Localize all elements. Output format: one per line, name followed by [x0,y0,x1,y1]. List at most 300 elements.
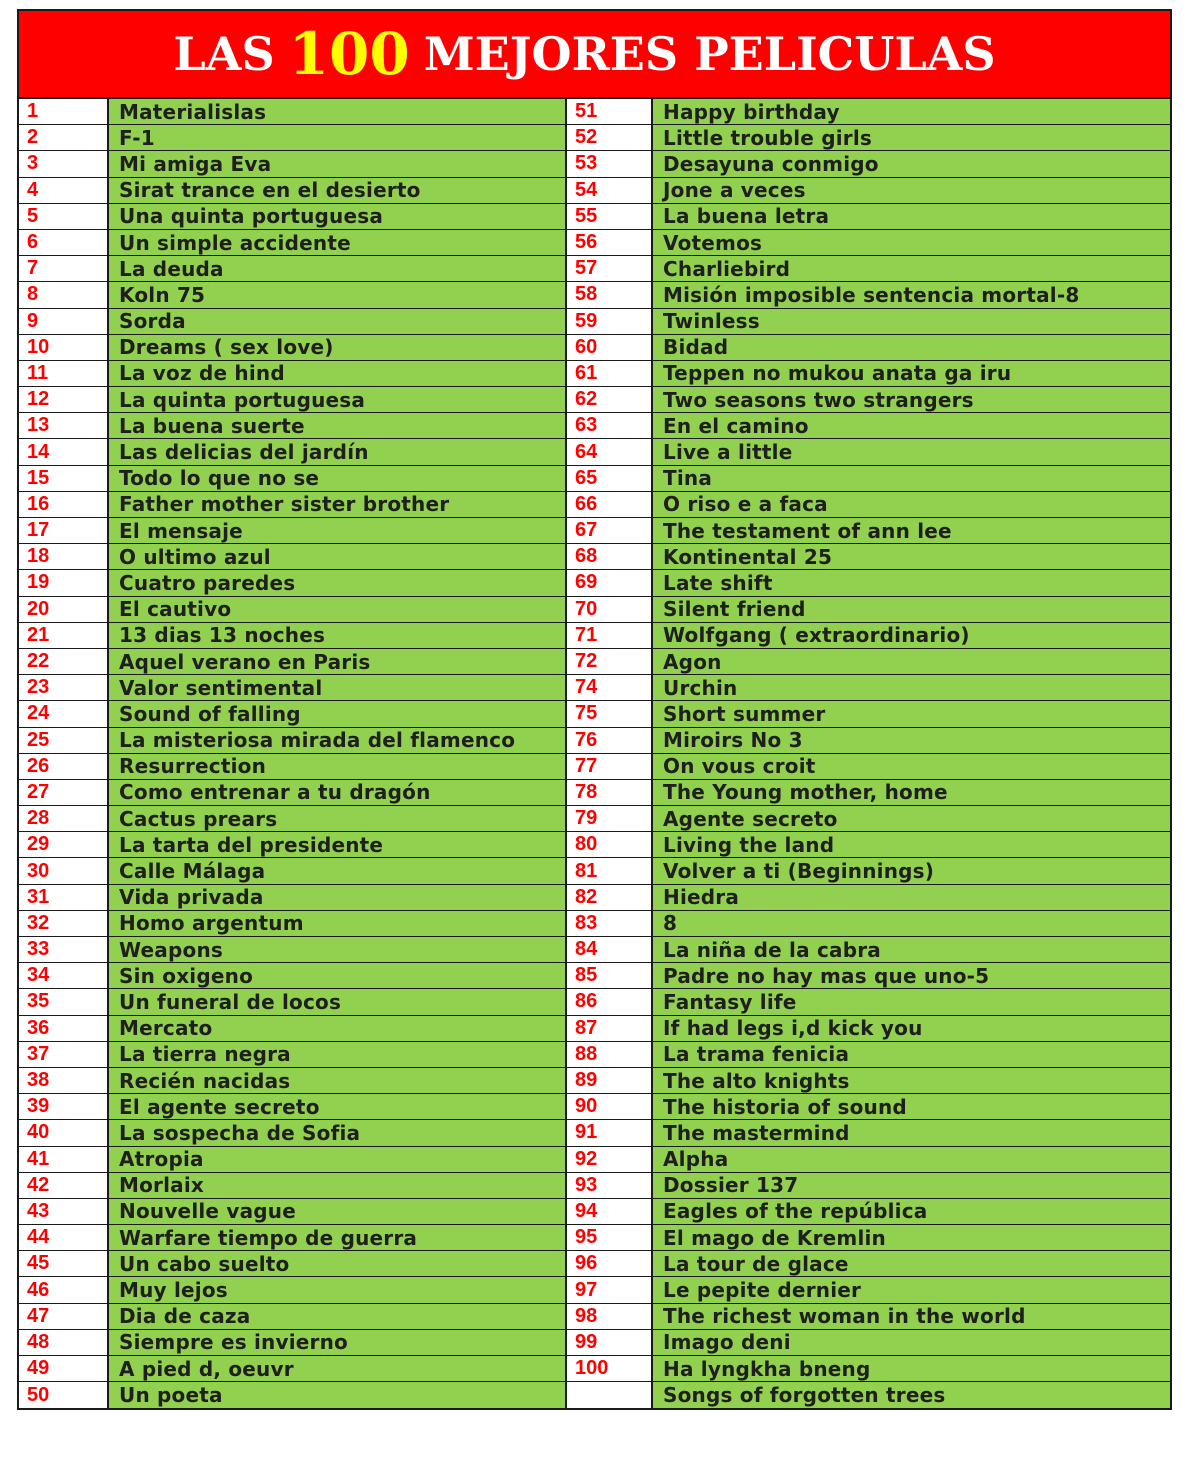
table-row [19,1068,565,1094]
table-row [19,309,565,335]
table-row [19,1251,565,1277]
movie-title: Votemos [653,230,1170,255]
rank-number: 93 [567,1173,653,1198]
table-row [19,99,565,125]
movie-title: Atropia [109,1147,565,1172]
movie-title: O riso e a faca [653,492,1170,517]
table-row [567,1173,1170,1199]
movie-title: Sorda [109,309,565,334]
table-row [19,544,565,570]
movie-title: Padre no hay mas que uno-5 [653,963,1170,988]
movie-title: The Young mother, home [653,780,1170,805]
table-row [19,1277,565,1303]
rank-number: 33 [19,937,109,962]
rank-number: 39 [19,1094,109,1119]
table-row [19,597,565,623]
movie-title: Urchin [653,675,1170,700]
rank-number: 5 [19,204,109,229]
movie-title: En el camino [653,413,1170,438]
table-row [567,1199,1170,1225]
table-row [19,413,565,439]
rank-number: 42 [19,1173,109,1198]
table-row [567,492,1170,518]
rank-number: 17 [19,518,109,543]
movie-title: 13 dias 13 noches [109,623,565,648]
movie-title: Un simple accidente [109,230,565,255]
rank-number: 90 [567,1094,653,1119]
table-row [567,413,1170,439]
rank-number: 40 [19,1120,109,1145]
rank-number: 52 [567,125,653,150]
movie-title: Mercato [109,1016,565,1041]
table-row [19,806,565,832]
movie-title: Le pepite dernier [653,1277,1170,1302]
rank-number: 79 [567,806,653,831]
table-row [19,256,565,282]
rank-number: 81 [567,858,653,883]
movie-title: Charliebird [653,256,1170,281]
movie-title: Miroirs No 3 [653,728,1170,753]
rank-number: 11 [19,361,109,386]
table-row [567,125,1170,151]
rank-number: 28 [19,806,109,831]
table-row [19,570,565,596]
rank-number: 36 [19,1016,109,1041]
rank-number: 69 [567,570,653,595]
movie-title: La misteriosa mirada del flamenco [109,728,565,753]
rank-number: 80 [567,832,653,857]
movie-title: Nouvelle vague [109,1199,565,1224]
table-row [19,204,565,230]
movie-title: Sin oxigeno [109,963,565,988]
rank-number: 14 [19,439,109,464]
rank-number: 82 [567,885,653,910]
movie-title: Alpha [653,1147,1170,1172]
rank-number: 23 [19,675,109,700]
rank-number: 16 [19,492,109,517]
table-row [567,151,1170,177]
movie-title: Two seasons two strangers [653,387,1170,412]
movie-title: Recién nacidas [109,1068,565,1093]
rank-number: 75 [567,701,653,726]
movie-title: Late shift [653,570,1170,595]
rank-number: 88 [567,1042,653,1067]
movie-title: Cuatro paredes [109,570,565,595]
rank-number: 70 [567,597,653,622]
title-suffix: MEJORES PELICULAS [423,27,996,81]
table-row [19,754,565,780]
table-row [19,675,565,701]
movie-list-sheet [17,9,1172,1410]
movie-title: La quinta portuguesa [109,387,565,412]
table-row [19,125,565,151]
table-row [567,466,1170,492]
table-row [567,361,1170,387]
rank-number: 44 [19,1225,109,1250]
rank-number: 78 [567,780,653,805]
rank-number: 95 [567,1225,653,1250]
movie-title: Calle Málaga [109,858,565,883]
rank-number: 29 [19,832,109,857]
table-row [567,309,1170,335]
movie-title: Wolfgang ( extraordinario) [653,623,1170,648]
table-row [567,858,1170,884]
table-row [19,728,565,754]
rank-number: 21 [19,623,109,648]
rank-number: 86 [567,989,653,1014]
table-row [567,544,1170,570]
rank-number: 3 [19,151,109,176]
table-row [567,623,1170,649]
movie-title: Warfare tiempo de guerra [109,1225,565,1250]
table-row [19,623,565,649]
rank-number: 54 [567,178,653,203]
movie-title: On vous croit [653,754,1170,779]
rank-number: 27 [19,780,109,805]
table-row [567,1147,1170,1173]
movie-title: Eagles of the república [653,1199,1170,1224]
movie-title: Todo lo que no se [109,466,565,491]
rank-number: 37 [19,1042,109,1067]
rank-number: 62 [567,387,653,412]
movie-title: Little trouble girls [653,125,1170,150]
table-row [19,989,565,1015]
movie-title: Un poeta [109,1382,565,1408]
movie-title: Dreams ( sex love) [109,335,565,360]
movie-title: The alto knights [653,1068,1170,1093]
table-row [19,911,565,937]
rank-number: 19 [19,570,109,595]
table-row [567,1120,1170,1146]
rank-number: 71 [567,623,653,648]
table-row [19,649,565,675]
movie-title: Muy lejos [109,1277,565,1302]
table-row [567,806,1170,832]
movie-title: El cautivo [109,597,565,622]
movie-title: Resurrection [109,754,565,779]
rank-number: 31 [19,885,109,910]
table-row [567,1356,1170,1382]
rank-number: 74 [567,675,653,700]
title-number: 100 [288,20,410,88]
table-row [567,335,1170,361]
table-row [19,1147,565,1173]
movie-title: Kontinental 25 [653,544,1170,569]
rank-number: 58 [567,282,653,307]
rank-number: 72 [567,649,653,674]
table-row [567,1251,1170,1277]
movie-title: A pied d, oeuvr [109,1356,565,1381]
table-row [567,675,1170,701]
rank-number: 45 [19,1251,109,1276]
movie-title: Ha lyngkha bneng [653,1356,1170,1381]
movie-title: El mago de Kremlin [653,1225,1170,1250]
rank-number: 48 [19,1330,109,1355]
table-row [19,1016,565,1042]
rank-number: 4 [19,178,109,203]
table-row [567,256,1170,282]
table-row [19,858,565,884]
rank-number: 87 [567,1016,653,1041]
movie-title: Una quinta portuguesa [109,204,565,229]
rank-number: 84 [567,937,653,962]
table-row [567,1042,1170,1068]
movie-title: La tarta del presidente [109,832,565,857]
movie-title: Un cabo suelto [109,1251,565,1276]
movie-title: Valor sentimental [109,675,565,700]
movie-title: Weapons [109,937,565,962]
movie-title: Morlaix [109,1173,565,1198]
rank-number: 32 [19,911,109,936]
table-row [19,1042,565,1068]
rank-number: 92 [567,1147,653,1172]
table-row [567,1277,1170,1303]
rank-number: 65 [567,466,653,491]
rank-number: 60 [567,335,653,360]
movie-title: F-1 [109,125,565,150]
table-row [567,1068,1170,1094]
movie-title: La niña de la cabra [653,937,1170,962]
movie-title: Father mother sister brother [109,492,565,517]
table-row [567,204,1170,230]
movie-title: Imago deni [653,1330,1170,1355]
rank-number: 8 [19,282,109,307]
movie-title: Happy birthday [653,99,1170,124]
movie-title: Materialislas [109,99,565,124]
table-row [567,230,1170,256]
left-column [19,99,567,1408]
movie-title: Living the land [653,832,1170,857]
table-row [567,911,1170,937]
rank-number: 43 [19,1199,109,1224]
movie-title: O ultimo azul [109,544,565,569]
rank-number: 25 [19,728,109,753]
movie-title: Las delicias del jardín [109,439,565,464]
movie-title: Volver a ti (Beginnings) [653,858,1170,883]
rank-number: 12 [19,387,109,412]
rank-number: 1 [19,99,109,124]
table-row [567,649,1170,675]
rank-number: 77 [567,754,653,779]
table-row [19,1330,565,1356]
rank-number: 68 [567,544,653,569]
rank-number: 55 [567,204,653,229]
rank-number: 50 [19,1382,109,1408]
movie-title: Vida privada [109,885,565,910]
table-row [19,885,565,911]
rank-number: 49 [19,1356,109,1381]
rank-number: 66 [567,492,653,517]
table-row [567,989,1170,1015]
rank-number: 91 [567,1120,653,1145]
table-row [567,701,1170,727]
rank-number: 7 [19,256,109,281]
movie-title: El mensaje [109,518,565,543]
rank-number: 85 [567,963,653,988]
table-row [567,439,1170,465]
movie-title: The richest woman in the world [653,1304,1170,1329]
rank-number: 51 [567,99,653,124]
movie-table [19,99,1170,1408]
table-row [567,963,1170,989]
table-row [567,282,1170,308]
table-row [567,780,1170,806]
table-row [567,885,1170,911]
table-row [567,1304,1170,1330]
table-row [567,99,1170,125]
movie-title: La voz de hind [109,361,565,386]
movie-title: La tierra negra [109,1042,565,1067]
movie-title: Misión imposible sentencia mortal-8 [653,282,1170,307]
table-row [19,1304,565,1330]
rank-number: 61 [567,361,653,386]
rank-number: 6 [19,230,109,255]
table-row [19,701,565,727]
table-row [567,937,1170,963]
table-row [19,151,565,177]
rank-number: 22 [19,649,109,674]
rank-number: 57 [567,256,653,281]
movie-title: Como entrenar a tu dragón [109,780,565,805]
table-row [567,1330,1170,1356]
rank-number: 76 [567,728,653,753]
rank-number: 18 [19,544,109,569]
movie-title: If had legs i,d kick you [653,1016,1170,1041]
table-row [567,597,1170,623]
movie-title: Hiedra [653,885,1170,910]
table-row [19,1199,565,1225]
movie-title: Bidad [653,335,1170,360]
movie-title: La sospecha de Sofia [109,1120,565,1145]
movie-title: Silent friend [653,597,1170,622]
movie-title: Twinless [653,309,1170,334]
rank-number: 15 [19,466,109,491]
table-row [19,1120,565,1146]
table-row [19,466,565,492]
movie-title: Live a little [653,439,1170,464]
movie-title: The historia of sound [653,1094,1170,1119]
rank-number: 98 [567,1304,653,1329]
table-row [567,570,1170,596]
movie-title: Siempre es invierno [109,1330,565,1355]
table-row [19,780,565,806]
table-row [19,178,565,204]
rank-number: 53 [567,151,653,176]
table-row [19,492,565,518]
movie-title: Sound of falling [109,701,565,726]
rank-number: 89 [567,1068,653,1093]
table-row [19,1094,565,1120]
rank-number: 9 [19,309,109,334]
rank-number: 100 [567,1356,653,1381]
rank-number: 13 [19,413,109,438]
table-row [19,832,565,858]
movie-title: La tour de glace [653,1251,1170,1276]
table-row [19,335,565,361]
table-row [19,282,565,308]
table-row [567,754,1170,780]
table-row [19,361,565,387]
movie-title: Homo argentum [109,911,565,936]
table-row [19,439,565,465]
table-row [19,387,565,413]
rank-number: 67 [567,518,653,543]
table-row [567,728,1170,754]
table-row [567,387,1170,413]
rank-number: 34 [19,963,109,988]
movie-title: Un funeral de locos [109,989,565,1014]
movie-title: Aquel verano en Paris [109,649,565,674]
table-row [19,1382,565,1408]
movie-title: Agon [653,649,1170,674]
table-row [567,1094,1170,1120]
rank-number: 41 [19,1147,109,1172]
rank-number: 47 [19,1304,109,1329]
movie-title: Desayuna conmigo [653,151,1170,176]
rank-number [567,1382,653,1408]
movie-title: Koln 75 [109,282,565,307]
rank-number: 30 [19,858,109,883]
rank-number: 56 [567,230,653,255]
movie-title: El agente secreto [109,1094,565,1119]
rank-number: 97 [567,1277,653,1302]
rank-number: 96 [567,1251,653,1276]
rank-number: 63 [567,413,653,438]
movie-title: Dia de caza [109,1304,565,1329]
table-row [19,937,565,963]
rank-number: 64 [567,439,653,464]
page-title [19,11,1170,99]
movie-title: Mi amiga Eva [109,151,565,176]
rank-number: 24 [19,701,109,726]
title-prefix: LAS [173,27,275,81]
table-row [567,1016,1170,1042]
movie-title: 8 [653,911,1170,936]
table-row [19,518,565,544]
rank-number: 83 [567,911,653,936]
rank-number: 38 [19,1068,109,1093]
rank-number: 26 [19,754,109,779]
table-row [19,1356,565,1382]
movie-title: Sirat trance en el desierto [109,178,565,203]
table-row [567,178,1170,204]
table-row [567,518,1170,544]
right-column [567,99,1170,1408]
rank-number: 2 [19,125,109,150]
movie-title: Jone a veces [653,178,1170,203]
table-row [19,1225,565,1251]
table-row [567,1382,1170,1408]
movie-title: Agente secreto [653,806,1170,831]
table-row [567,1225,1170,1251]
movie-title: The mastermind [653,1120,1170,1145]
movie-title: La buena suerte [109,413,565,438]
movie-title: La buena letra [653,204,1170,229]
table-row [567,832,1170,858]
movie-title: Songs of forgotten trees [653,1382,1170,1408]
table-row [19,963,565,989]
rank-number: 35 [19,989,109,1014]
movie-title: Cactus prears [109,806,565,831]
movie-title: Short summer [653,701,1170,726]
table-row [19,1173,565,1199]
table-row [19,230,565,256]
movie-title: Dossier 137 [653,1173,1170,1198]
movie-title: La deuda [109,256,565,281]
rank-number: 20 [19,597,109,622]
rank-number: 10 [19,335,109,360]
movie-title: Teppen no mukou anata ga iru [653,361,1170,386]
